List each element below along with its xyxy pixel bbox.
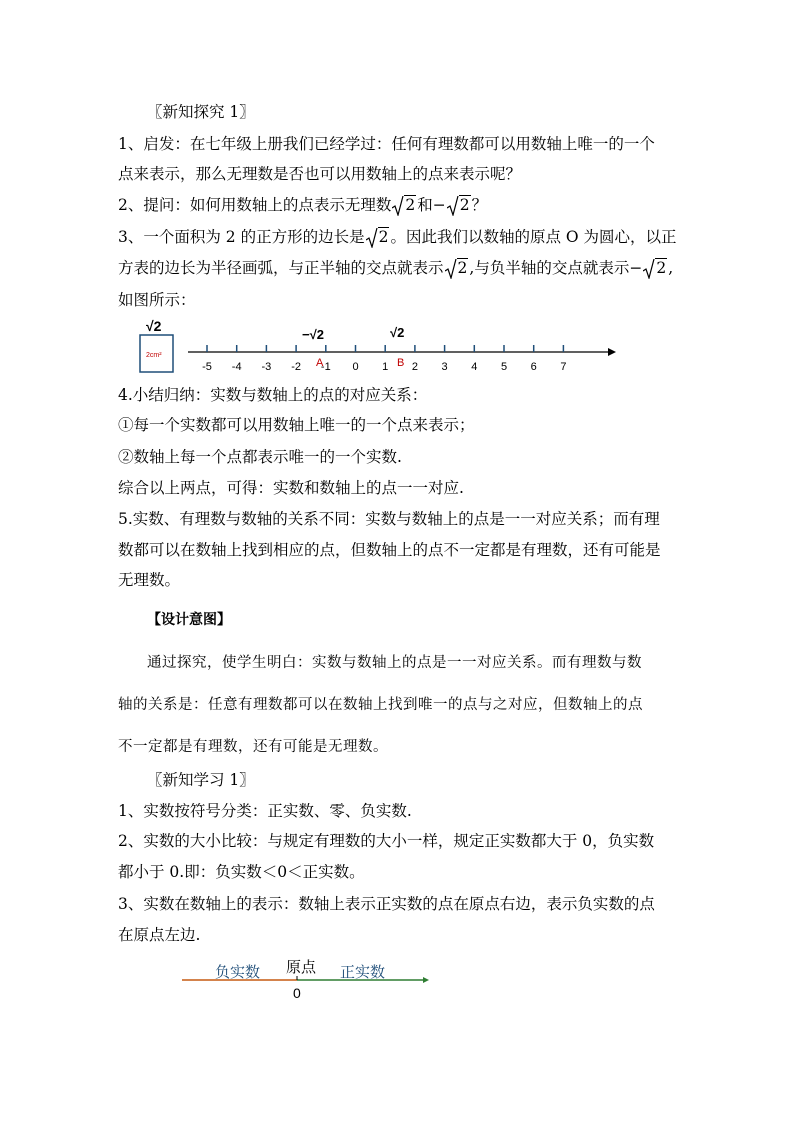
radicand: 2 xyxy=(405,196,416,214)
point-a-label: A xyxy=(316,357,324,369)
paragraph-5b: 数都可以在数轴上找到相应的点，但数轴上的点不一定都是有理数，还有可能是 xyxy=(118,541,661,559)
axis-tick-label: -1 xyxy=(320,361,331,373)
paragraph-3a-pre: 3、一个面积为 2 的正方形的边长是 xyxy=(118,228,365,246)
axis-tick-label: 7 xyxy=(560,361,567,373)
paragraph-2-mid: 和− xyxy=(417,196,446,214)
paragraph-3b xyxy=(118,258,673,278)
design-intent-title: 【设计意图】 xyxy=(147,612,231,628)
design-intent-line-2: 轴的关系是：任意有理数都可以在数轴上找到唯一的点与之对应，但数轴上的点 xyxy=(118,697,643,713)
sign-number-line-figure xyxy=(180,955,440,1005)
sqrt-symbol xyxy=(643,258,667,278)
axis-tick-label: -2 xyxy=(291,361,301,373)
paragraph-3b-post: , xyxy=(668,259,674,277)
paragraph-1b: 点来表示，那么无理数是否也可以用数轴上的点来表示呢？ xyxy=(118,165,522,183)
axis-tick-label: -4 xyxy=(231,361,242,373)
paragraph-2-pre: 2、提问：如何用数轴上的点表示无理数 xyxy=(118,196,392,214)
paragraph-4: 4.小结归纳：实数与数轴上的点的对应关系： xyxy=(118,386,428,404)
paragraph-3a-post: 。因此我们以数轴的原点 O 为圆心，以正 xyxy=(390,228,677,246)
paragraph-3b-mid: ,与负半轴的交点就表示− xyxy=(469,259,643,277)
paragraph-5a: 5.实数、有理数与数轴的关系不同：实数与数轴上的点是一一对应关系；而有理 xyxy=(118,510,660,528)
axis-tick-label: -5 xyxy=(202,361,212,373)
sqrt-symbol xyxy=(366,227,390,247)
axis-tick-label: 6 xyxy=(530,361,537,373)
positive-numbers-label: 正实数 xyxy=(340,964,386,981)
axis-tick-label: 1 xyxy=(382,361,389,373)
square-area-label: 2cm² xyxy=(146,352,162,359)
paragraph-3b-pre: 方表的边长为半径画弧，与正半轴的交点就表示 xyxy=(118,259,444,277)
paragraph-3c: 如图所示： xyxy=(118,291,196,309)
number-line-figure xyxy=(120,315,620,377)
paragraph-3a xyxy=(118,227,677,247)
paragraph-2 xyxy=(118,195,487,215)
design-intent-line-1: 通过探究，使学生明白：实数与数轴上的点是一一对应关系。而有理数与数 xyxy=(147,655,642,671)
point-b-label: B xyxy=(397,357,405,369)
learn-paragraph-1: 1、实数按符号分类：正实数、零、负实数. xyxy=(118,802,412,820)
axis-tick-label: 3 xyxy=(441,361,448,373)
design-intent-line-3: 不一定都是有理数，还有可能是无理数。 xyxy=(118,739,388,755)
radicand: 2 xyxy=(656,259,667,277)
axis-ticks xyxy=(202,345,566,373)
axis-tick-label: 4 xyxy=(471,361,478,373)
paragraph-4-3: 综合以上两点，可得：实数和数轴上的点一一对应. xyxy=(118,479,464,497)
paragraph-2-post: ？ xyxy=(471,196,488,214)
paragraph-4-1: ①每一个实数都可以用数轴上唯一的一个点来表示； xyxy=(118,416,475,434)
learn-paragraph-2a: 2、实数的大小比较：与规定有理数的大小一样，规定正实数都大于 0，负实数 xyxy=(118,832,655,850)
section-title-learn: 〖新知学习 1〗 xyxy=(147,771,255,789)
zero-label: 0 xyxy=(293,985,301,1001)
paragraph-4-2: ②数轴上每一个点都表示唯一的一个实数. xyxy=(118,448,402,466)
axis-arrow xyxy=(423,977,429,983)
learn-paragraph-3a: 3、实数在数轴上的表示：数轴上表示正实数的点在原点右边，表示负实数的点 xyxy=(118,895,655,913)
learn-paragraph-2b: 都小于 0.即：负实数＜0＜正实数。 xyxy=(118,863,365,881)
axis-tick-label: 2 xyxy=(411,361,418,373)
origin-label: 原点 xyxy=(286,959,317,976)
sqrt-symbol xyxy=(392,195,416,215)
pos-sqrt2-label: √2 xyxy=(390,325,405,340)
sqrt-symbol xyxy=(447,195,471,215)
section-title-explore: 〖新知探究 1〗 xyxy=(147,103,255,121)
paragraph-1a: 1、启发：在七年级上册我们已经学过：任何有理数都可以用数轴上唯一的一个 xyxy=(118,135,655,153)
radicand: 2 xyxy=(459,196,470,214)
neg-sqrt2-label: −√2 xyxy=(302,327,324,342)
axis-tick-label: 5 xyxy=(500,361,508,373)
radicand: 2 xyxy=(457,259,468,277)
sqrt-symbol xyxy=(445,258,469,278)
negative-numbers-label: 负实数 xyxy=(215,964,261,981)
axis-tick-label: 0 xyxy=(352,361,359,373)
square-side-label: √2 xyxy=(146,318,162,334)
radicand: 2 xyxy=(378,228,389,246)
learn-paragraph-3b: 在原点左边. xyxy=(118,926,201,944)
axis-arrow xyxy=(608,348,616,356)
paragraph-5c: 无理数。 xyxy=(118,571,181,589)
axis-tick-label: -3 xyxy=(261,361,272,373)
